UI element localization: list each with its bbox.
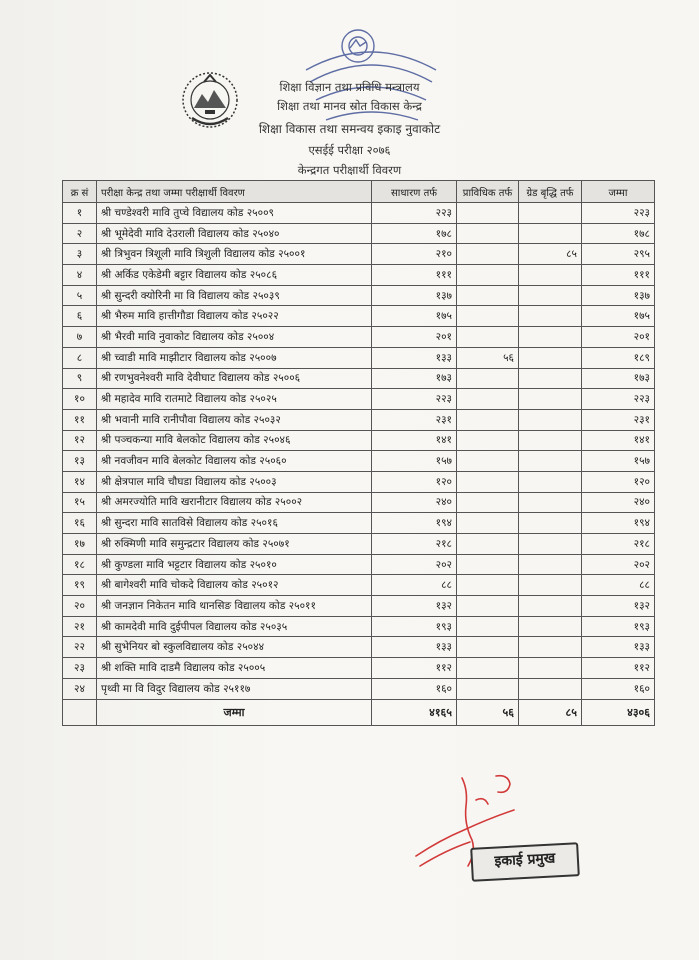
row-sn: १८ <box>63 554 97 575</box>
row-general: १७८ <box>372 223 457 244</box>
row-grade <box>519 658 582 679</box>
row-technical <box>457 575 519 596</box>
row-center-name: श्री क्षेत्रपाल मावि चौघडा विद्यालय कोड २५००३ <box>97 471 372 492</box>
row-center-name: श्री रणभुवनेश्वरी मावि देवीघाट विद्यालय कोड २५००६ <box>97 368 372 389</box>
unit-name: शिक्षा विकास तथा समन्वय इकाइ नुवाकोट <box>258 122 441 136</box>
row-grade <box>519 534 582 555</box>
row-sn: १२ <box>63 430 97 451</box>
row-general: २१० <box>372 244 457 265</box>
row-general: १३३ <box>372 637 457 658</box>
row-sn: २० <box>63 596 97 617</box>
row-technical <box>457 471 519 492</box>
table-row <box>63 678 655 699</box>
row-grade <box>519 616 582 637</box>
row-total: १९३ <box>582 616 655 637</box>
ministry-name: शिक्षा विज्ञान तथा प्रविधि मन्त्रालय <box>279 80 420 94</box>
row-technical <box>457 430 519 451</box>
row-sn: ९ <box>63 368 97 389</box>
row-grade <box>519 678 582 699</box>
row-total: १७५ <box>582 306 655 327</box>
row-technical <box>457 616 519 637</box>
row-center-name: श्री महादेव मावि रातमाटे विद्यालय कोड २५०२५ <box>97 389 372 410</box>
row-sn: १५ <box>63 492 97 513</box>
row-sn: २३ <box>63 658 97 679</box>
row-general: १७३ <box>372 368 457 389</box>
row-grade <box>519 596 582 617</box>
row-center-name: श्री बागेश्वरी मावि चोकदे विद्यालय कोड २५०१२ <box>97 575 372 596</box>
row-total: २३१ <box>582 409 655 430</box>
table-row <box>63 534 655 555</box>
row-total: १५७ <box>582 451 655 472</box>
row-sn: १० <box>63 389 97 410</box>
row-technical <box>457 265 519 286</box>
examinee-table <box>62 180 655 726</box>
row-total: १३२ <box>582 596 655 617</box>
row-center-name: श्री त्रिभुवन त्रिशूली मावि त्रिशुली विद्यालय कोड २५००१ <box>97 244 372 265</box>
row-technical <box>457 678 519 699</box>
row-grade <box>519 223 582 244</box>
row-total: ११२ <box>582 658 655 679</box>
row-general: १३२ <box>372 596 457 617</box>
row-sn: २१ <box>63 616 97 637</box>
row-technical <box>457 596 519 617</box>
total-empty-cell <box>63 699 97 725</box>
row-grade <box>519 451 582 472</box>
row-sn: १९ <box>63 575 97 596</box>
row-general: २४० <box>372 492 457 513</box>
row-center-name: श्री भूमेदेवी मावि देउराली विद्यालय कोड २५०४० <box>97 223 372 244</box>
row-sn: १३ <box>63 451 97 472</box>
table-row <box>63 596 655 617</box>
row-grade <box>519 306 582 327</box>
row-general: २२३ <box>372 203 457 224</box>
table-row <box>63 637 655 658</box>
row-general: १६० <box>372 678 457 699</box>
row-grade <box>519 285 582 306</box>
row-technical: ५६ <box>457 347 519 368</box>
row-grade <box>519 389 582 410</box>
row-total: २०२ <box>582 554 655 575</box>
row-general: १५७ <box>372 451 457 472</box>
row-grade <box>519 471 582 492</box>
row-center-name: श्री चण्डेश्वरी मावि तुप्चे विद्यालय कोड २५००९ <box>97 203 372 224</box>
row-technical <box>457 554 519 575</box>
row-grade <box>519 554 582 575</box>
total-technical: ५६ <box>457 699 519 725</box>
row-technical <box>457 451 519 472</box>
total-grade: ८५ <box>519 699 582 725</box>
row-general: ८८ <box>372 575 457 596</box>
row-total: २४० <box>582 492 655 513</box>
table-header-row <box>63 181 655 203</box>
row-general: १११ <box>372 265 457 286</box>
row-general: १९३ <box>372 616 457 637</box>
row-sn: ६ <box>63 306 97 327</box>
row-sn: ५ <box>63 285 97 306</box>
table-row <box>63 223 655 244</box>
row-technical <box>457 368 519 389</box>
row-grade <box>519 575 582 596</box>
row-grade <box>519 368 582 389</box>
row-sn: १७ <box>63 534 97 555</box>
table-row <box>63 285 655 306</box>
row-grade <box>519 203 582 224</box>
row-center-name: श्री भैरुम मावि हात्तीगौडा विद्यालय कोड २५०२२ <box>97 306 372 327</box>
unit-head-stamp: इकाई प्रमुख <box>470 842 580 882</box>
row-center-name: श्री सुन्दरी क्योरिनी मा वि विद्यालय कोड २५०३९ <box>97 285 372 306</box>
row-center-name: श्री जनज्ञान निकेतन मावि थानसिङ विद्यालय कोड २५०११ <box>97 596 372 617</box>
row-sn: ८ <box>63 347 97 368</box>
row-grade <box>519 347 582 368</box>
table-row <box>63 244 655 265</box>
row-technical <box>457 637 519 658</box>
row-technical <box>457 285 519 306</box>
row-sn: ४ <box>63 265 97 286</box>
row-general: २०१ <box>372 327 457 348</box>
row-center-name: श्री नवजीवन मावि बेलकोट विद्यालय कोड २५०६० <box>97 451 372 472</box>
row-center-name: पृथ्वी मा वि विदुर विद्यालय कोड २५११७ <box>97 678 372 699</box>
row-technical <box>457 223 519 244</box>
row-center-name: श्री रुक्मिणी मावि समुन्द्रटार विद्यालय कोड २५०७१ <box>97 534 372 555</box>
row-total: १९४ <box>582 513 655 534</box>
table-row <box>63 368 655 389</box>
row-total: १११ <box>582 265 655 286</box>
col-header-technical: प्राविधिक तर्फ <box>457 181 519 203</box>
row-general: १३७ <box>372 285 457 306</box>
total-row <box>63 699 655 725</box>
row-total: १३३ <box>582 637 655 658</box>
row-technical <box>457 492 519 513</box>
center-name: शिक्षा तथा मानव स्रोत विकास केन्द्र <box>277 99 422 113</box>
row-center-name: श्री च्वाडी मावि माझीटार विद्यालय कोड २५००७ <box>97 347 372 368</box>
row-total: २१८ <box>582 534 655 555</box>
row-center-name: श्री अमरज्योति मावि खरानीटार विद्यालय कोड २५००२ <box>97 492 372 513</box>
row-sn: २४ <box>63 678 97 699</box>
row-grade <box>519 327 582 348</box>
row-grade <box>519 513 582 534</box>
row-technical <box>457 534 519 555</box>
row-grade <box>519 637 582 658</box>
row-sn: १४ <box>63 471 97 492</box>
row-grade <box>519 430 582 451</box>
row-sn: ७ <box>63 327 97 348</box>
row-general: २२३ <box>372 389 457 410</box>
col-header-center: परीक्षा केन्द्र तथा जम्मा परीक्षार्थी विवरण <box>97 181 372 203</box>
row-total: ८८ <box>582 575 655 596</box>
row-total: १७३ <box>582 368 655 389</box>
row-center-name: श्री शक्ति मावि दाडमै विद्यालय कोड २५००५ <box>97 658 372 679</box>
row-center-name: श्री भैरवी मावि नुवाकोट विद्यालय कोड २५००४ <box>97 327 372 348</box>
row-general: १४१ <box>372 430 457 451</box>
row-technical <box>457 389 519 410</box>
row-technical <box>457 306 519 327</box>
row-total: २२३ <box>582 389 655 410</box>
row-sn: १६ <box>63 513 97 534</box>
row-general: २३१ <box>372 409 457 430</box>
row-technical <box>457 409 519 430</box>
row-grade <box>519 265 582 286</box>
row-center-name: श्री भवानी मावि रानीपौवा विद्यालय कोड २५०३२ <box>97 409 372 430</box>
row-total: १३७ <box>582 285 655 306</box>
row-general: १७५ <box>372 306 457 327</box>
table-row <box>63 347 655 368</box>
row-center-name: श्री कामदेवी मावि दुईपीपल विद्यालय कोड २५०३५ <box>97 616 372 637</box>
row-total: १७८ <box>582 223 655 244</box>
row-general: २१८ <box>372 534 457 555</box>
row-sn: ११ <box>63 409 97 430</box>
row-general: ११२ <box>372 658 457 679</box>
table-row <box>63 265 655 286</box>
row-sn: १ <box>63 203 97 224</box>
row-general: १९४ <box>372 513 457 534</box>
col-header-general: साधारण तर्फ <box>372 181 457 203</box>
table-row <box>63 554 655 575</box>
row-grade <box>519 492 582 513</box>
table-row <box>63 513 655 534</box>
row-general: १२० <box>372 471 457 492</box>
row-total: २०१ <box>582 327 655 348</box>
row-total: २२३ <box>582 203 655 224</box>
table-row <box>63 327 655 348</box>
exam-name: एसईई परीक्षा २०७६ <box>308 143 391 157</box>
row-total: १२० <box>582 471 655 492</box>
row-sn: २ <box>63 223 97 244</box>
row-grade <box>519 409 582 430</box>
table-row <box>63 389 655 410</box>
row-center-name: श्री सुभेनियर बो स्कुलविद्यालय कोड २५०४४ <box>97 637 372 658</box>
row-technical <box>457 327 519 348</box>
table-row <box>63 575 655 596</box>
table-row <box>63 471 655 492</box>
row-total: २९५ <box>582 244 655 265</box>
row-technical <box>457 244 519 265</box>
table-row <box>63 409 655 430</box>
col-header-grade: ग्रेड बृद्धि तर्फ <box>519 181 582 203</box>
table-row <box>63 451 655 472</box>
total-total: ४३०६ <box>582 699 655 725</box>
row-total: १४१ <box>582 430 655 451</box>
row-sn: ३ <box>63 244 97 265</box>
row-sn: २२ <box>63 637 97 658</box>
total-general: ४१६५ <box>372 699 457 725</box>
table-row <box>63 616 655 637</box>
row-general: १३३ <box>372 347 457 368</box>
row-total: १८९ <box>582 347 655 368</box>
table-row <box>63 492 655 513</box>
row-general: २०२ <box>372 554 457 575</box>
page-title: केन्द्रगत परीक्षार्थी विवरण <box>297 163 402 177</box>
table-row <box>63 203 655 224</box>
row-center-name: श्री कुण्डला मावि भट्टटार विद्यालय कोड २५०१० <box>97 554 372 575</box>
row-center-name: श्री सुन्दरा मावि सातविसे विद्यालय कोड २५०१६ <box>97 513 372 534</box>
row-center-name: श्री पञ्चकन्या मावि बेलकोट विद्यालय कोड २५०४६ <box>97 430 372 451</box>
col-header-sn: क्र सं <box>63 181 97 203</box>
row-technical <box>457 658 519 679</box>
row-technical <box>457 203 519 224</box>
row-total: १६० <box>582 678 655 699</box>
table-row <box>63 658 655 679</box>
table-row <box>63 306 655 327</box>
row-center-name: श्री अर्किड एकेडेमी बट्टार विद्यालय कोड २५०८६ <box>97 265 372 286</box>
row-grade: ८५ <box>519 244 582 265</box>
row-technical <box>457 513 519 534</box>
table-row <box>63 430 655 451</box>
total-label: जम्मा <box>97 699 372 725</box>
col-header-total: जम्मा <box>582 181 655 203</box>
